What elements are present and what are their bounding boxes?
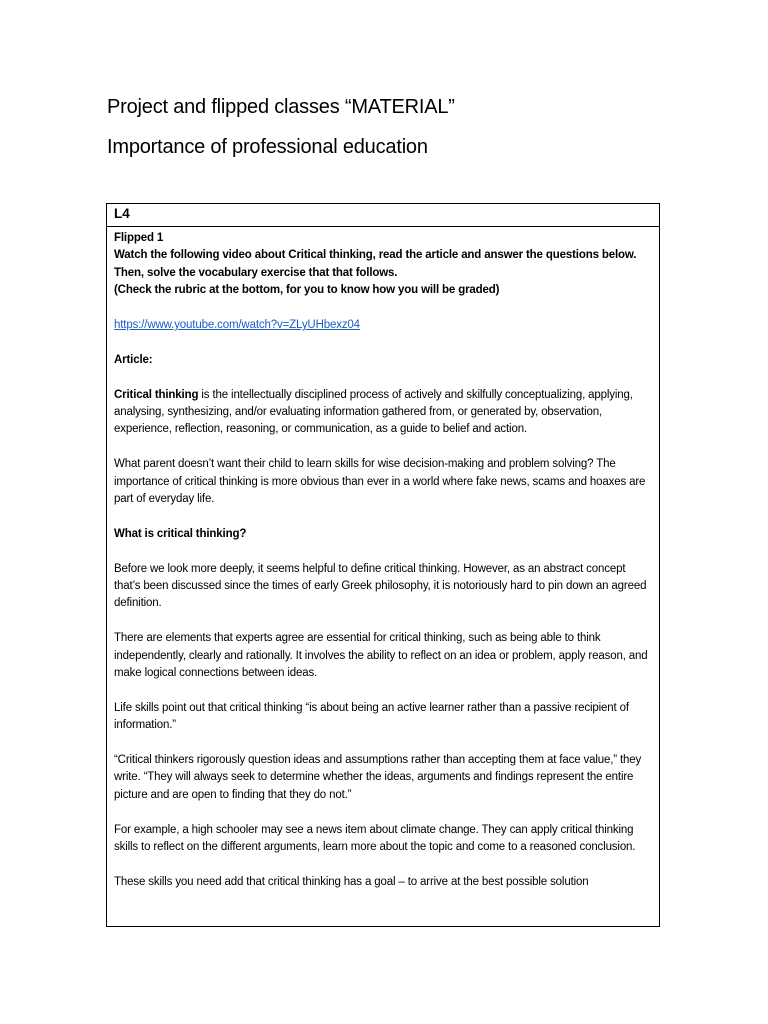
flipped-label: Flipped 1	[114, 232, 164, 244]
term-critical-thinking: Critical thinking	[114, 388, 199, 401]
article-paragraph-4: There are elements that experts agree are essential for critical thinking, such as being able to think independently, clearly and rationally. It involves the ability to reflect on an idea or problem, apply reason, and make logical connections between ideas.	[114, 632, 648, 680]
video-link[interactable]: https://www.youtube.com/watch?v=ZLyUHbexz04	[114, 319, 360, 332]
rubric-note: (Check the rubric at the bottom, for you to know how you will be graded)	[114, 284, 500, 297]
instructions-text: Watch the following video about Critical thinking, read the article and answer the questions below. Then, solve the vocabulary exercise that that follows.	[114, 249, 637, 279]
definition-text: is the intellectually disciplined process of actively and skilfully conceptualizing, applying, analysing, synthesizing, and/or evaluating information gathered from, or generated by, observation, experience, reflection, reasoning, or communication, as a guide to belief and action.	[114, 388, 633, 436]
article-paragraph-6: “Critical thinkers rigorously question ideas and assumptions rather than accepting them at face value,” they write. “They will always seek to determine whether the ideas, arguments and findings represent the entire picture and are open to finding that they do not.”	[114, 754, 642, 801]
article-paragraph-2: What parent doesn’t want their child to learn skills for wise decision-making and problem solving? The importance of critical thinking is more obvious than ever in a world where fake news, scams and hoaxes are part of everyday life.	[114, 458, 646, 506]
table-content-cell	[107, 227, 659, 891]
article-paragraph-8: These skills you need add that critical thinking has a goal – to arrive at the best possible solution	[114, 875, 589, 888]
article-label: Article:	[114, 353, 153, 366]
article-paragraph-7: For example, a high schooler may see a news item about climate change. They can apply critical thinking skills to reflect on the different arguments, learn more about the topic and come to a reasoned conclusion.	[114, 823, 636, 854]
table-header-cell: L4	[107, 204, 659, 227]
article-paragraph-1	[114, 387, 651, 439]
section-heading: What is critical thinking?	[114, 527, 247, 540]
lesson-table	[106, 203, 660, 927]
article-paragraph-3: Before we look more deeply, it seems helpful to define critical thinking. However, as an abstract concept that’s been discussed since the times of early Greek philosophy, it is notoriously hard to pin down an agreed definition.	[114, 562, 647, 610]
document-subtitle: Importance of professional education	[107, 136, 428, 158]
document-title: Project and flipped classes “MATERIAL”	[107, 96, 455, 118]
article-paragraph-5: Life skills point out that critical thinking “is about being an active learner rather than a passive recipient of information.”	[114, 701, 629, 732]
